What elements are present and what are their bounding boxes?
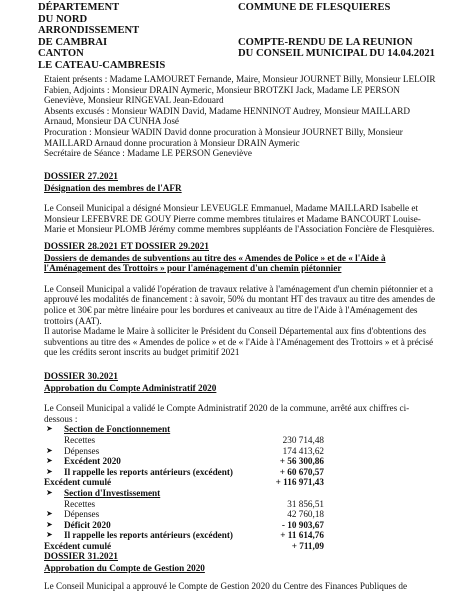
- finance-row: [44, 509, 432, 520]
- finance-amount: - 10 903,67: [281, 519, 324, 530]
- arrow-bullet-icon: ➤: [46, 466, 53, 476]
- section-heading-row: [44, 424, 432, 435]
- header-left-line: ARRONDISSEMENT: [38, 25, 140, 37]
- report-title-line1: COMPTE-RENDU DE LA REUNION: [238, 36, 413, 48]
- attendance-block: [44, 74, 436, 159]
- dossier-text-line: dessous :: [44, 413, 78, 424]
- finance-amount: + 711,09: [291, 540, 324, 551]
- attendance-line: Absents excusés : Monsieur WADIN David, Madame HENNINOT Audrey, Monsieur MAILLARD: [44, 105, 410, 116]
- finance-amount: + 11 614,76: [280, 530, 324, 541]
- section-heading: Section d'Investissement: [64, 487, 161, 498]
- dossier-title-line: Dossiers de demandes de subventions au titre des « Amendes de Police » et de « l'Aide à: [44, 252, 386, 263]
- attendance-line: Etaient présents : Madame LAMOURET Fernande, Maire, Monsieur JOURNET Billy, Monsieur LELOIR: [44, 74, 436, 84]
- finance-label: Excédent cumulé: [44, 540, 112, 551]
- header-left-line: CANTON: [38, 48, 84, 60]
- attendance-line: Fabien, Adjoints : Monsieur DRAIN Aymeric, Monsieur BROTZKI Jack, Madame LE PERSON: [44, 84, 400, 95]
- arrow-bullet-icon: ➤: [46, 456, 53, 466]
- header-right-block: [238, 2, 448, 60]
- report-title-line2: DU CONSEIL MUNICIPAL DU 14.04.2021: [238, 48, 435, 60]
- section-heading-row: [44, 488, 432, 499]
- dossier-title-line: l'Aménagement des Trottoirs » pour l'aménagement d'un chemin piétonnier: [44, 263, 342, 274]
- finance-label: Excédent 2020: [64, 456, 121, 467]
- header-left-line: DÉPARTEMENT: [38, 2, 120, 13]
- dossier-text-line: Il autorise Madame le Maire à solliciter le Président du Conseil Départemental aux fins d'obtentions des: [44, 326, 427, 337]
- dossier-30-section: [44, 372, 432, 552]
- attendance-line: Arnaud, Monsieur DA CUNHA José: [44, 116, 179, 127]
- finance-row: [44, 530, 432, 541]
- finance-label: Déficit 2020: [64, 519, 111, 530]
- dossier-text-line: Le Conseil Municipal a validé l'opération de travaux relative à l'aménagement d'un chemin piétonnier et a: [44, 283, 433, 294]
- arrow-bullet-icon: ➤: [46, 445, 53, 455]
- section-heading: Section de Fonctionnement: [64, 424, 171, 435]
- finance-amount: 31 856,51: [287, 498, 324, 509]
- dossier-text-line: que les crédits seront inscrits au budget primitif 2021: [44, 347, 240, 358]
- header-left-block: [38, 2, 238, 72]
- finance-amount: + 56 300,86: [279, 456, 324, 467]
- attendance-line: Secrétaire de Séance : Madame LE PERSON Geneviève: [44, 148, 252, 159]
- dossier-27-section: [44, 172, 435, 235]
- dossier-text-line: approuvé les modalités de financement : à savoir, 50% du montant HT des travaux au titre des amendes de: [44, 294, 436, 305]
- finance-label: Dépenses: [64, 445, 100, 456]
- dossier-title: Approbation du Compte Administratif 2020: [44, 382, 217, 393]
- header-left-line: DU NORD: [38, 13, 88, 25]
- finance-label: Excédent cumulé: [44, 477, 112, 488]
- dossier-number: DOSSIER 28.2021 ET DOSSIER 29.2021: [44, 242, 209, 252]
- finance-amount: 42 760,18: [287, 509, 324, 520]
- attendance-line: MAILLARD Arnaud donne procuration à Monsieur DRAIN Aymeric: [44, 137, 300, 148]
- finance-label: Il rappelle les reports antérieurs (excédent): [64, 530, 233, 541]
- finance-amount: + 60 670,57: [279, 466, 324, 477]
- arrow-bullet-icon: ➤: [46, 424, 53, 434]
- attendance-line: Geneviève, Monsieur RINGEVAL Jean-Edouard: [44, 95, 224, 106]
- header-left-line: LE CATEAU-CAMBRESIS: [38, 59, 166, 71]
- dossier-number: DOSSIER 27.2021: [44, 172, 118, 182]
- arrow-bullet-icon: ➤: [46, 519, 53, 529]
- finance-row: [44, 499, 432, 510]
- finance-label: Il rappelle les reports antérieurs (excédent): [64, 466, 233, 477]
- finance-label: Recettes: [64, 434, 96, 445]
- finance-row: [44, 467, 432, 478]
- dossier-text-line: police et 30€ par mètre linéaire pour les bordures et caniveaux au titre de l'Aide à l'Aménagement des: [44, 304, 418, 315]
- finance-row: [44, 456, 432, 467]
- finance-row: [44, 541, 432, 552]
- finance-row: [44, 520, 432, 531]
- finance-row: [44, 477, 432, 488]
- dossier-number: DOSSIER 31.2021: [44, 552, 118, 562]
- dossier-text-line: Le Conseil Municipal a validé le Compte Administratif 2020 de la commune, arrêté aux chiffres ci-: [44, 403, 410, 414]
- dossier-title: Approbation du Compte de Gestion 2020: [44, 562, 205, 573]
- dossier-number: DOSSIER 30.2021: [44, 372, 118, 382]
- arrow-bullet-icon: ➤: [46, 487, 53, 497]
- finance-label: Dépenses: [64, 509, 100, 520]
- finance-label: Recettes: [64, 498, 96, 509]
- dossier-text-line: Le Conseil Municipal a approuvé le Compte de Gestion 2020 du Centre des Finances Publiques de: [44, 581, 408, 592]
- dossier-text-line: Marie et Monsieur PLOMB Jérémy comme membres suppléants de l'Association Foncière de Flesquières.: [44, 224, 435, 235]
- dossier-text-line: trottoirs (AAT).: [44, 315, 102, 326]
- finance-amount: 230 714,48: [282, 434, 324, 445]
- dossier-text-line: subventions au titre des « Amendes de police » et de « l'Aide à l'Aménagement des Trottoirs » et à précisé: [44, 336, 434, 347]
- finance-amount: 174 413,62: [282, 445, 324, 456]
- attendance-line: Procuration : Monsieur WADIN David donne procuration à Monsieur JOURNET Billy, Monsieur: [44, 126, 403, 137]
- finance-amount: + 116 971,43: [275, 477, 324, 488]
- finance-row: [44, 446, 432, 457]
- dossier-31-section: [44, 552, 432, 592]
- finance-row: [44, 435, 432, 446]
- dossier-28-section: [44, 242, 436, 358]
- arrow-bullet-icon: ➤: [46, 509, 53, 519]
- dossier-text-line: Monsieur LEFEBVRE DE GOUY Pierre comme membres titulaires et Madame BANCOURT Louise-: [44, 213, 421, 224]
- commune-name: COMMUNE DE FLESQUIERES: [238, 2, 391, 13]
- dossier-text-line: Le Conseil Municipal a désigné Monsieur LEVEUGLE Emmanuel, Madame MAILLARD Isabelle et: [44, 203, 419, 214]
- header-left-line: DE CAMBRAI: [38, 36, 108, 48]
- dossier-title: Désignation des membres de l'AFR: [44, 182, 182, 193]
- arrow-bullet-icon: ➤: [46, 530, 53, 540]
